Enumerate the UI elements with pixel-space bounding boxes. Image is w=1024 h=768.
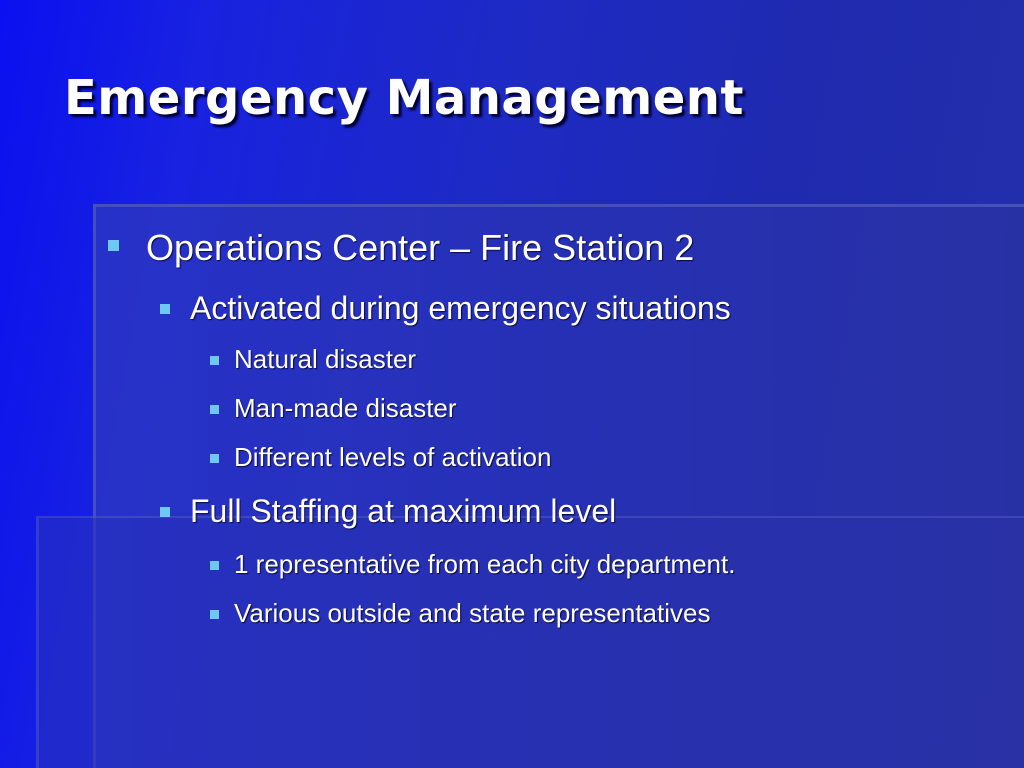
bullet-square-icon — [108, 240, 119, 251]
bullet-square-icon — [210, 454, 219, 463]
bullet-square-icon — [210, 356, 219, 365]
bullet-item: Man-made disaster — [234, 393, 457, 423]
bullet-item: Natural disaster — [234, 344, 417, 374]
bullet-item: Activated during emergency situations — [190, 290, 731, 326]
slide-title: Emergency Management — [64, 70, 744, 126]
bullet-square-icon — [160, 507, 170, 517]
bullet-square-icon — [160, 304, 170, 314]
bullet-item: 1 representative from each city department. — [234, 549, 736, 579]
bullet-item: Operations Center – Fire Station 2 — [146, 227, 695, 268]
bullet-item: Different levels of activation — [234, 442, 552, 472]
bullet-item: Full Staffing at maximum level — [190, 493, 617, 529]
bullet-square-icon — [210, 405, 219, 414]
bullet-square-icon — [210, 561, 219, 570]
bullet-item: Various outside and state representatives — [234, 598, 711, 628]
bullet-square-icon — [210, 610, 219, 619]
